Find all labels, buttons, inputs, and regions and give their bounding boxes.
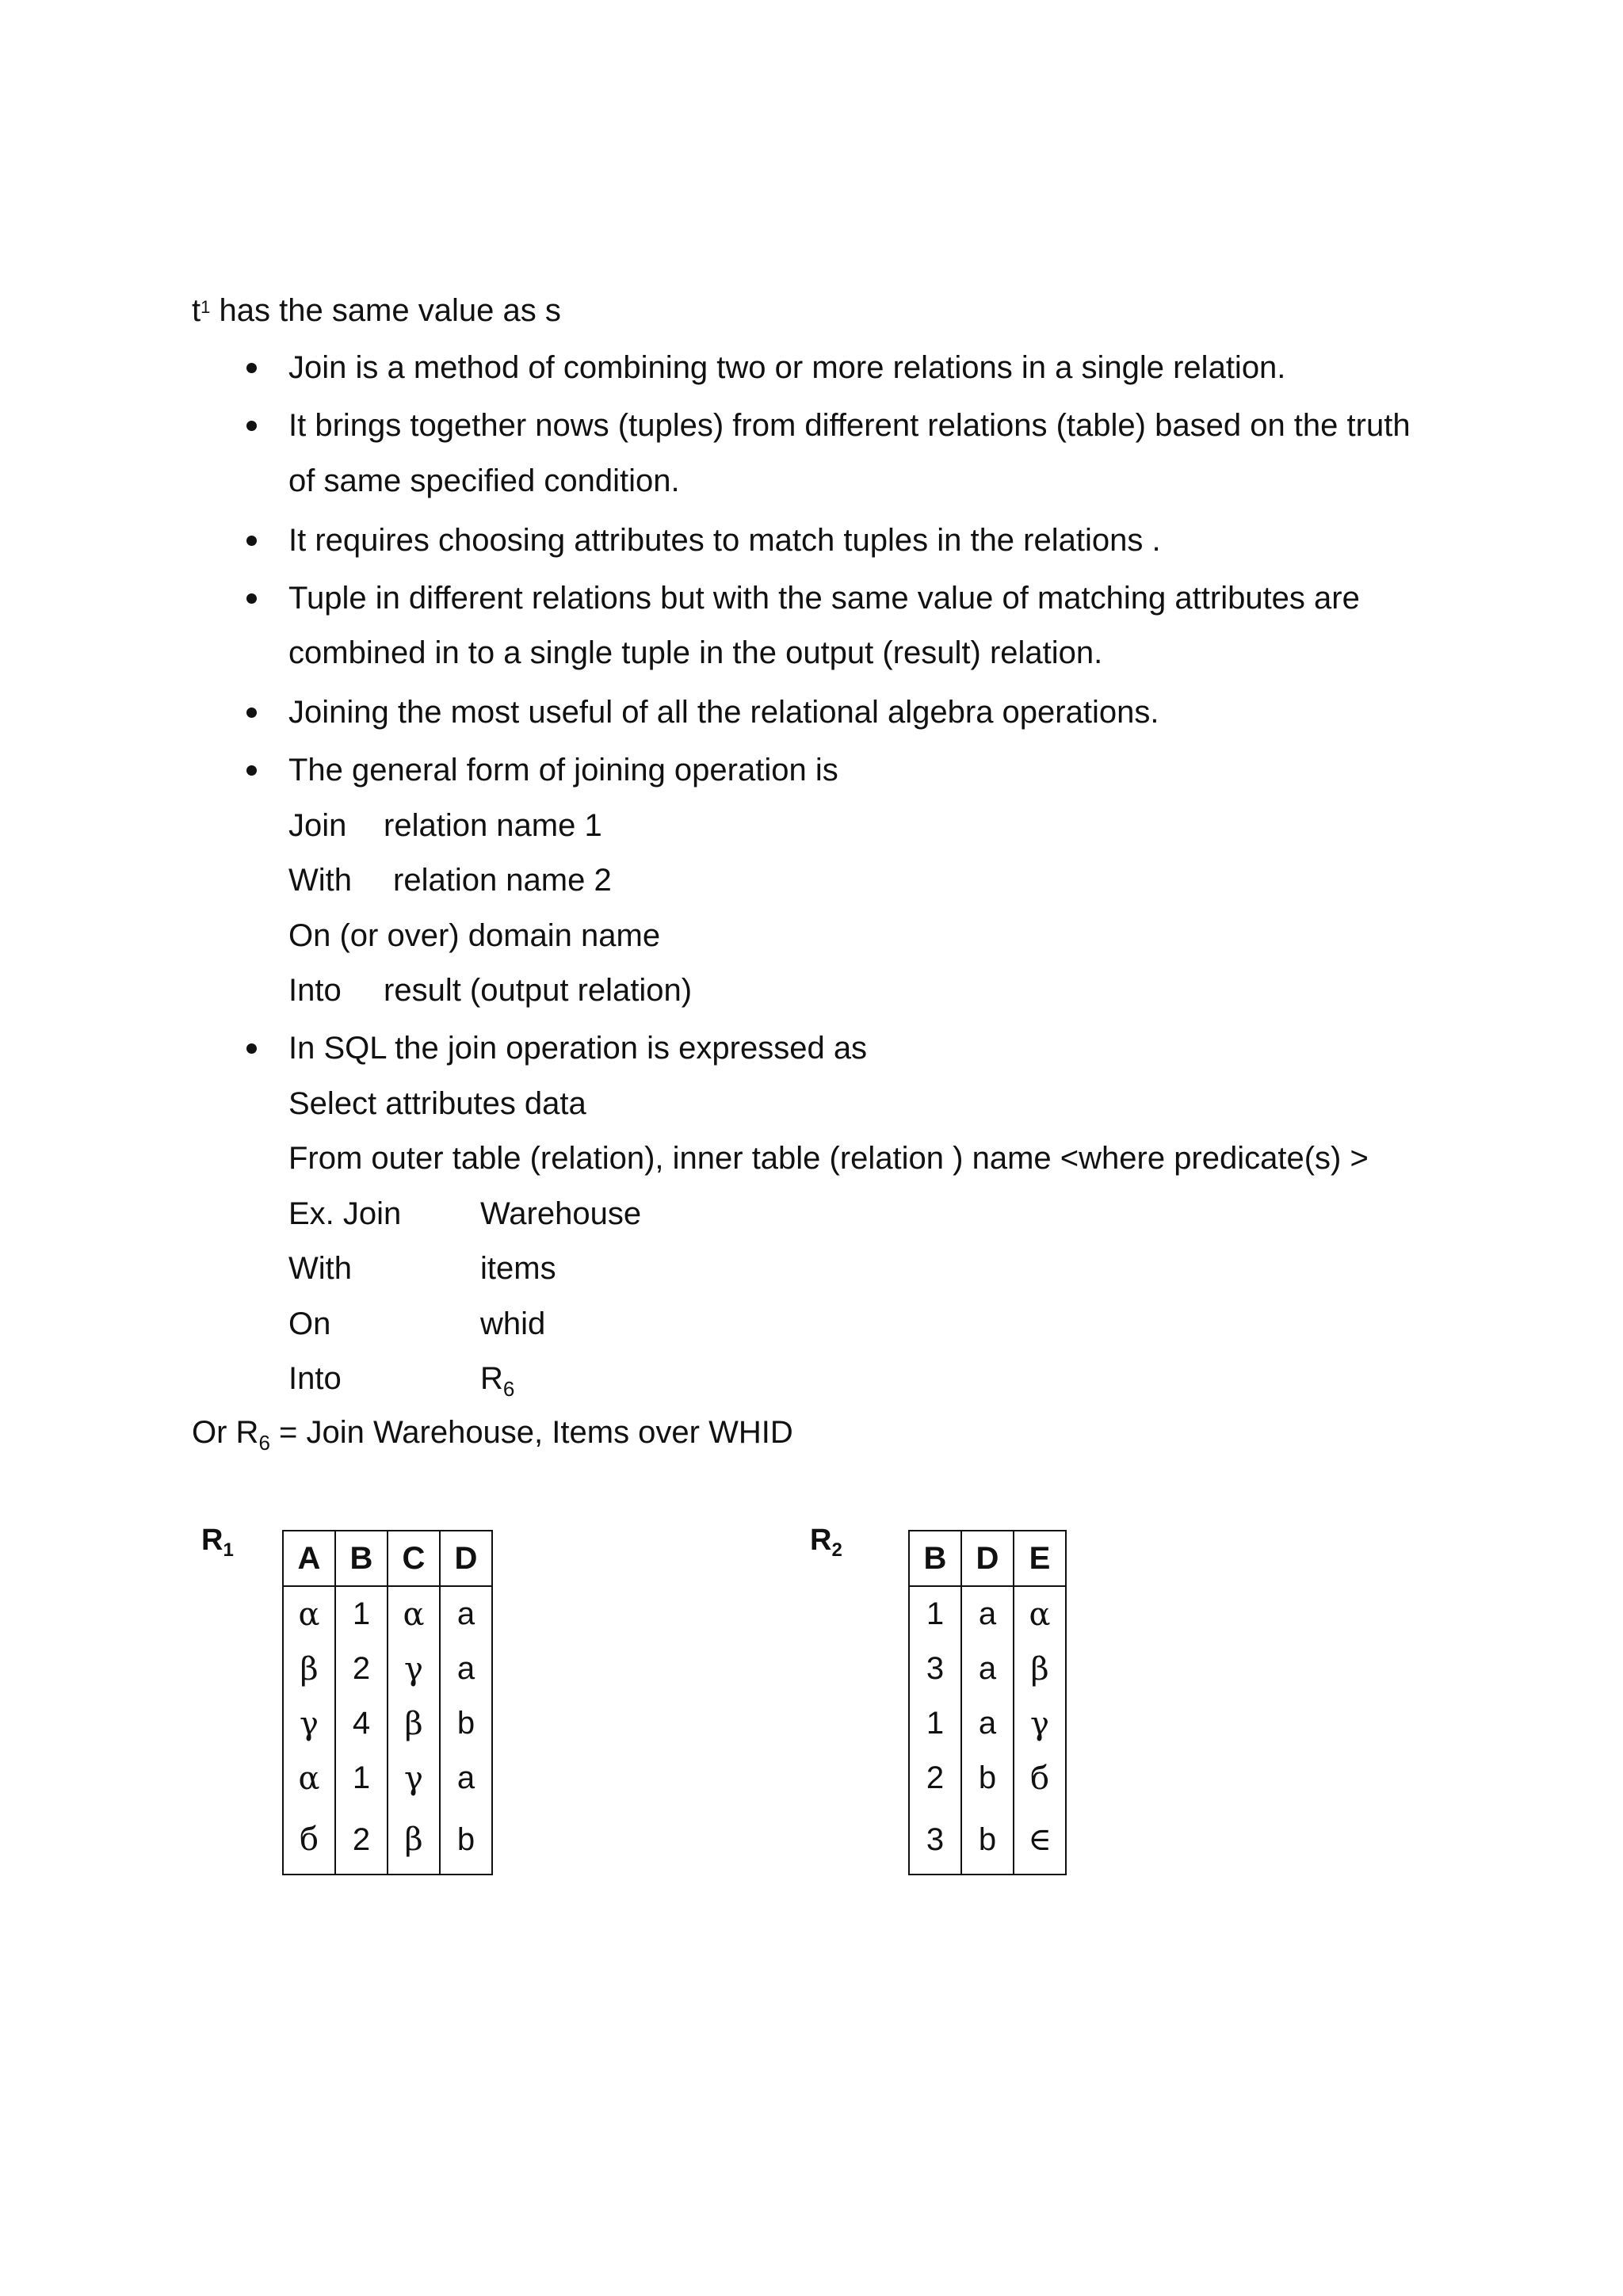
or-line-rest: = Join Warehouse, Items over WHID (269, 1415, 793, 1450)
column-header: E (1014, 1531, 1066, 1586)
table-cell: 1 (335, 1586, 388, 1642)
relation-label-subscript: 1 (223, 1539, 234, 1561)
table-cell: 4 (335, 1696, 388, 1751)
relation-r2-label (810, 1523, 842, 1562)
table-cell: α (283, 1751, 335, 1806)
table-cell: α (283, 1586, 335, 1642)
bullet-text-continued: of same specified condition. (288, 463, 680, 498)
general-form-keyword: Into (288, 973, 342, 1008)
table-row (283, 1642, 492, 1696)
bullet-dot (246, 707, 257, 718)
intro-prefix: t (192, 293, 201, 328)
table-header-row (283, 1531, 492, 1586)
general-form-join (288, 807, 602, 845)
table-row (909, 1642, 1066, 1696)
bullet-text-continued: combined in to a single tuple in the output (result) relation. (288, 635, 1103, 670)
example-keyword: On (288, 1306, 331, 1341)
table-cell: 1 (335, 1751, 388, 1806)
table-cell: 1 (909, 1696, 961, 1751)
table-row (283, 1806, 492, 1875)
table-cell: 2 (335, 1642, 388, 1696)
relation-r1-table (282, 1530, 493, 1875)
general-form-keyword: Join (288, 808, 347, 843)
table-cell: β (388, 1696, 440, 1751)
column-header: A (283, 1531, 335, 1586)
bullet-dot (246, 765, 257, 776)
bullet-dot (246, 536, 257, 546)
table-cell: γ (388, 1642, 440, 1696)
table-cell: б (1014, 1751, 1066, 1806)
table-row (283, 1751, 492, 1806)
bullet-text: Tuple in different relations but with the same value of matching attributes are (288, 581, 1360, 616)
bullet-text: Join is a method of combining two or more relations in a single relation. (288, 350, 1286, 385)
bullet-text: In SQL the join operation is expressed as (288, 1031, 868, 1066)
general-form-value: result (output relation) (384, 973, 693, 1008)
general-form-keyword: With (288, 863, 352, 898)
table-cell: 3 (909, 1642, 961, 1696)
table-row (283, 1696, 492, 1751)
table-cell: β (388, 1806, 440, 1875)
example-value: whid (480, 1306, 546, 1341)
relation-r1-label (201, 1523, 234, 1562)
table-cell: a (440, 1751, 492, 1806)
or-line-prefix: Or R (192, 1415, 259, 1450)
general-form-into (288, 971, 693, 1009)
bullet-dot (246, 593, 257, 604)
table-cell: ∈ (1014, 1806, 1066, 1875)
example-join (288, 1195, 642, 1233)
table-cell: 3 (909, 1806, 961, 1875)
example-keyword: Into (288, 1361, 342, 1396)
intro-rest: has the same value as s (210, 293, 561, 328)
example-into (288, 1360, 515, 1401)
table-cell: γ (1014, 1696, 1066, 1751)
column-header: C (388, 1531, 440, 1586)
sql-select-line: Select attributes data (288, 1086, 586, 1121)
table-cell: a (961, 1586, 1014, 1642)
general-form-on: On (or over) domain name (288, 918, 661, 953)
example-value: items (480, 1251, 556, 1286)
table-cell: 2 (909, 1751, 961, 1806)
table-cell: α (1014, 1586, 1066, 1642)
intro-superscript: 1 (200, 297, 211, 317)
sql-from-line: From outer table (relation), inner table (relation ) name <where predicate(s) > (288, 1141, 1369, 1176)
general-form-value: relation name 2 (393, 863, 612, 898)
table-cell: b (440, 1696, 492, 1751)
table-cell: b (440, 1806, 492, 1875)
relation-r2-table (908, 1530, 1067, 1875)
example-keyword: Ex. Join (288, 1196, 402, 1231)
relation-label-letter: R (201, 1524, 223, 1557)
general-form-with (288, 861, 612, 899)
table-cell: γ (388, 1751, 440, 1806)
example-value-subscript: 6 (502, 1377, 515, 1401)
table-cell: 1 (909, 1586, 961, 1642)
table-header-row (909, 1531, 1066, 1586)
table-row (283, 1586, 492, 1642)
table-cell: β (283, 1642, 335, 1696)
column-header: B (335, 1531, 388, 1586)
intro-line (192, 292, 561, 330)
table-cell: b (961, 1806, 1014, 1875)
table-cell: β (1014, 1642, 1066, 1696)
relation-label-subscript: 2 (831, 1539, 842, 1561)
table-cell: a (440, 1642, 492, 1696)
example-value-main: R (480, 1361, 503, 1396)
bullet-text: It brings together nows (tuples) from different relations (table) based on the truth (288, 408, 1411, 443)
general-form-value: relation name 1 (384, 808, 602, 843)
table-cell: a (961, 1696, 1014, 1751)
or-line (192, 1413, 793, 1455)
example-with (288, 1249, 556, 1287)
column-header: D (961, 1531, 1014, 1586)
bullet-dot (246, 363, 257, 373)
table-row (909, 1806, 1066, 1875)
table-row (909, 1751, 1066, 1806)
table-row (909, 1586, 1066, 1642)
table-cell: b (961, 1751, 1014, 1806)
bullet-dot (246, 1043, 257, 1054)
relation-label-letter: R (810, 1524, 832, 1557)
or-line-subscript: 6 (258, 1431, 270, 1455)
table-cell: 2 (335, 1806, 388, 1875)
example-keyword: With (288, 1251, 352, 1286)
table-cell: б (283, 1806, 335, 1875)
table-cell: γ (283, 1696, 335, 1751)
example-value (480, 1360, 514, 1401)
bullet-dot (246, 421, 257, 431)
column-header: B (909, 1531, 961, 1586)
table-row (909, 1696, 1066, 1751)
column-header: D (440, 1531, 492, 1586)
example-value: Warehouse (480, 1196, 642, 1231)
bullet-text: The general form of joining operation is (288, 753, 838, 788)
bullet-text: Joining the most useful of all the relational algebra operations. (288, 695, 1159, 730)
table-cell: α (388, 1586, 440, 1642)
example-on (288, 1305, 546, 1343)
bullet-text: It requires choosing attributes to match tuples in the relations . (288, 523, 1161, 558)
table-cell: a (440, 1586, 492, 1642)
table-cell: a (961, 1642, 1014, 1696)
